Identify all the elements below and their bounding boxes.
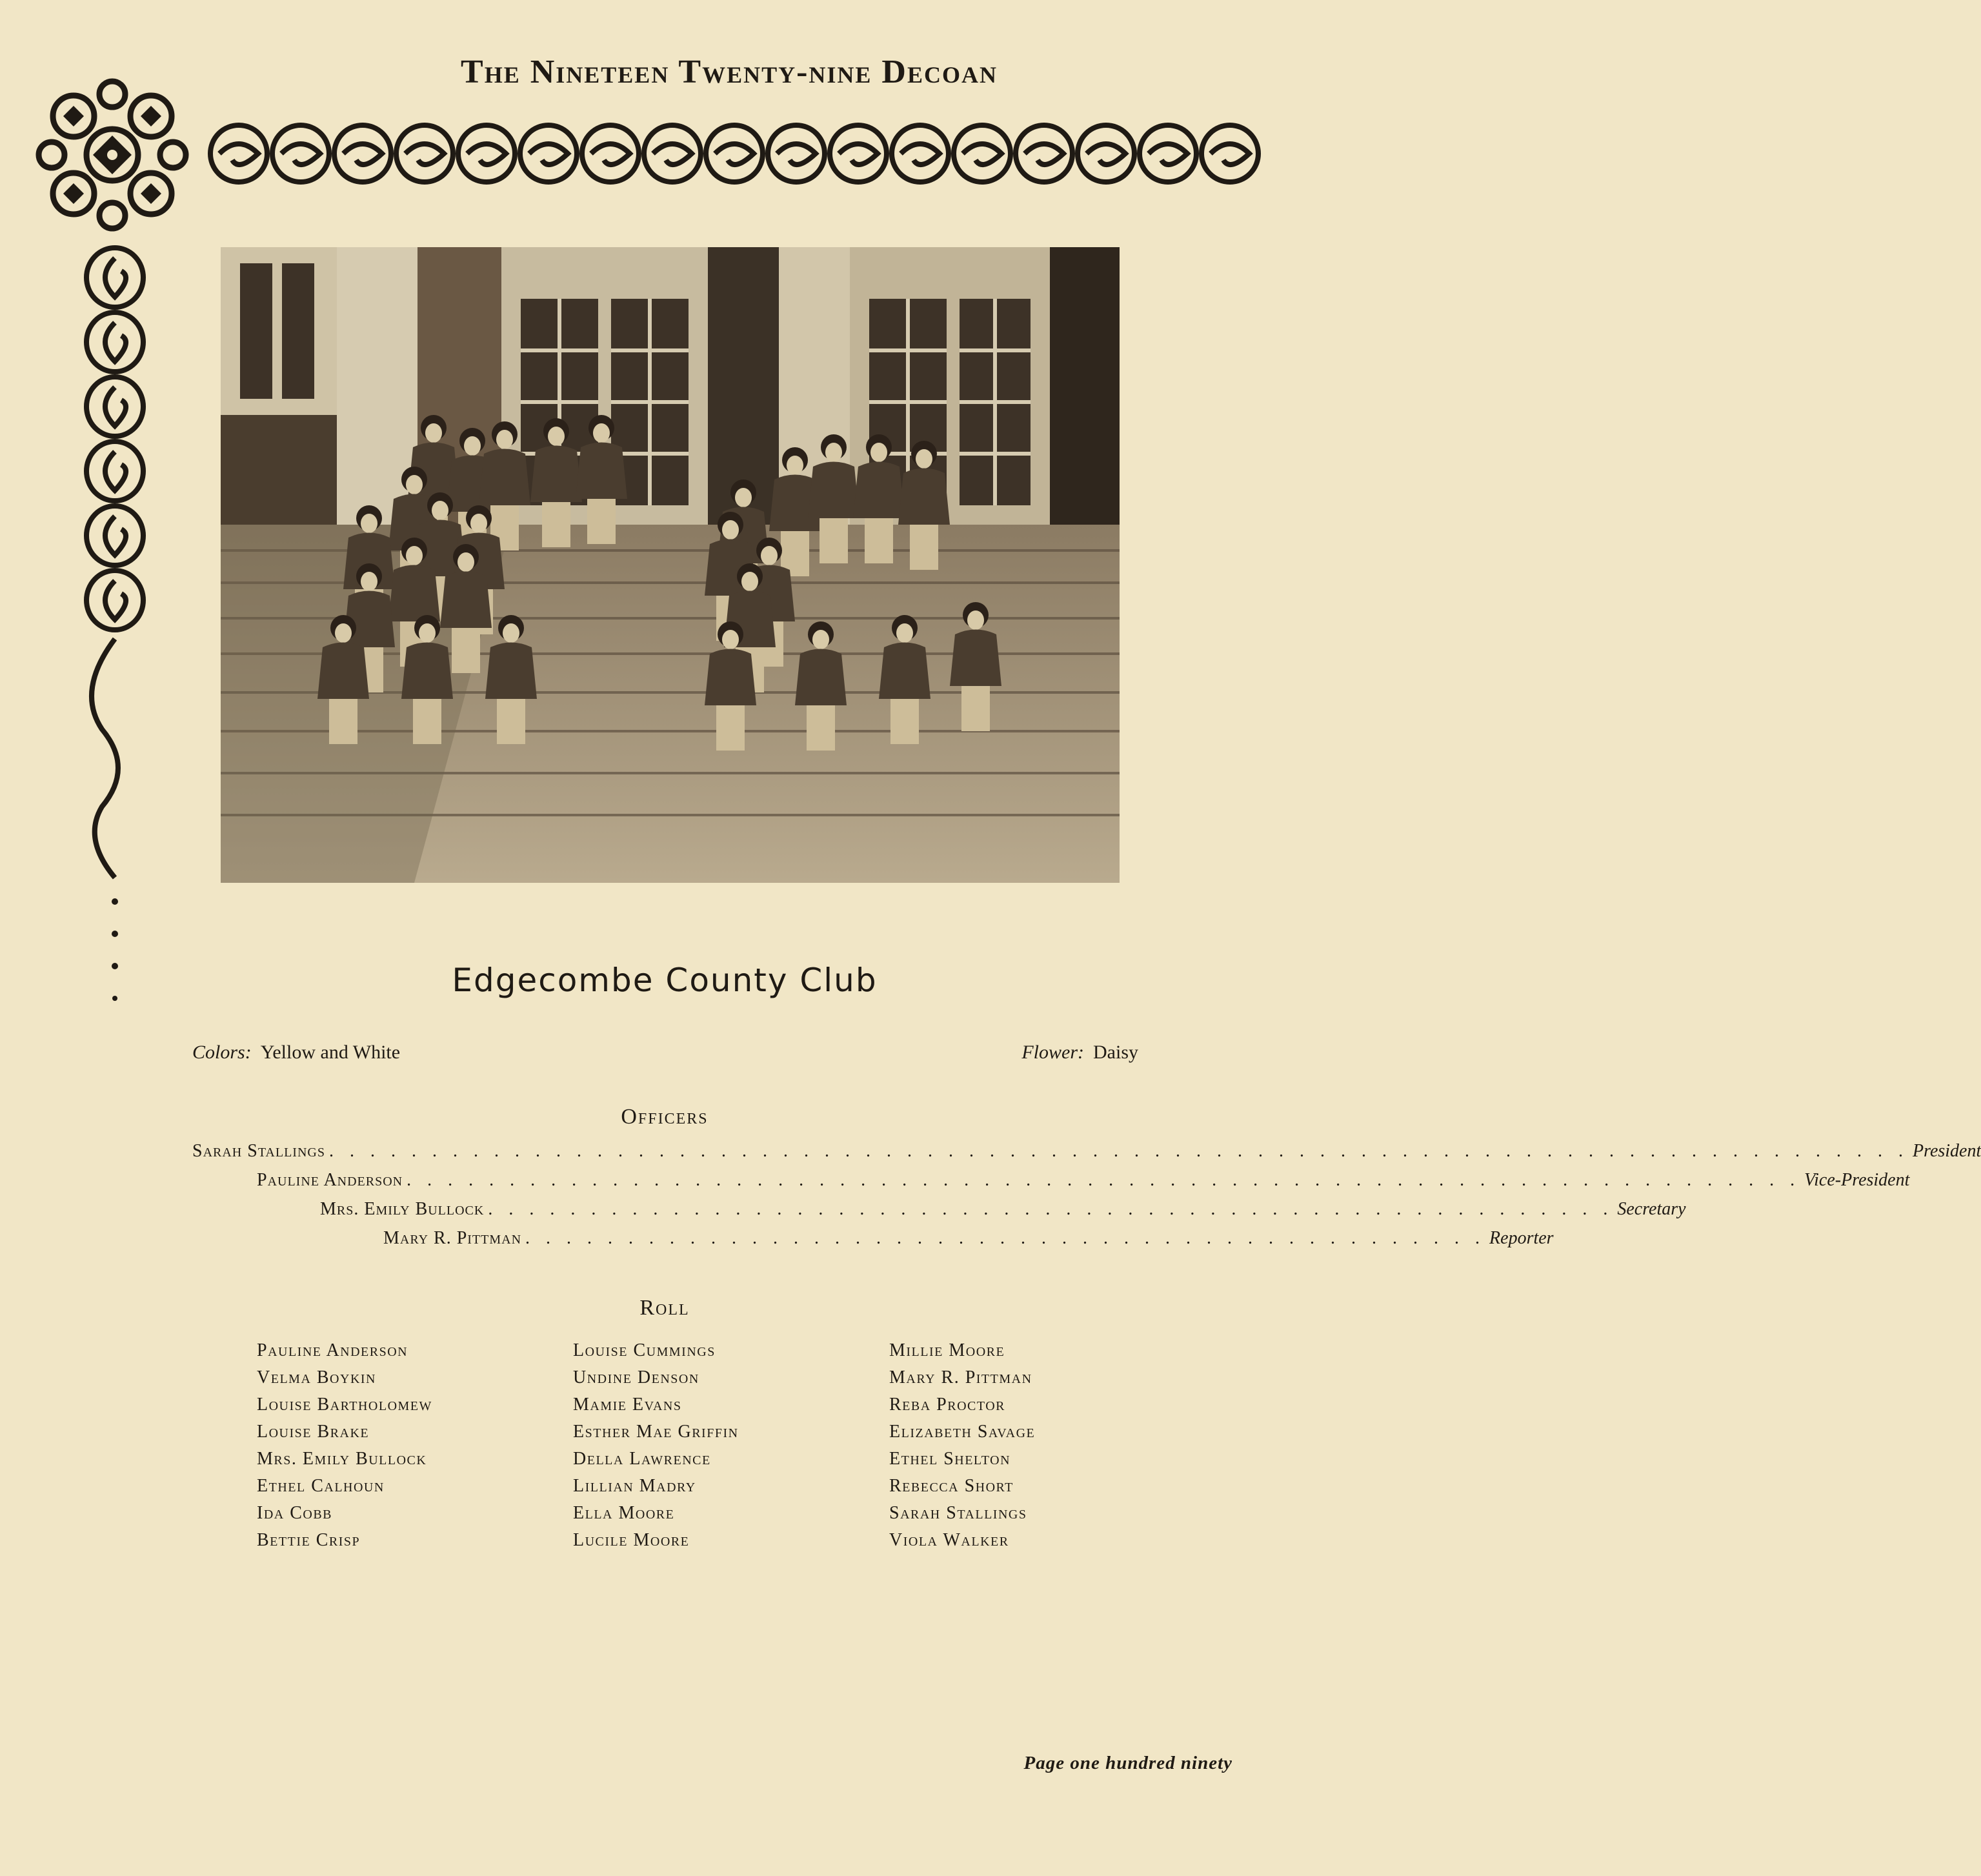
roll-member: Reba Proctor [889,1395,1006,1415]
colors-value: Yellow and White [260,1042,401,1063]
officer-name: Mary R. Pittman [383,1228,522,1248]
roll-member: Elizabeth Savage [889,1422,1036,1442]
roll-heading: Roll [639,1296,690,1320]
officer-row: Pauline Anderson . . . . . . . . . . . . . . . . . . . . . . . . . . . . . . . . . . . . . . . . . . . . . . . . . . . . . . . . . . . . . . . . . . . . Vice-President [257,1170,1910,1190]
roll-member: Louise Brake [257,1422,370,1442]
roll-member: Louise Bartholomew [257,1395,432,1415]
page-header-title: The Nineteen Twenty-nine Decoan [461,54,998,90]
roll-member: Mrs. Emily Bullock [257,1449,427,1469]
roll-member: Esther Mae Griffin [573,1422,739,1442]
roll-member: Della Lawrence [573,1449,711,1469]
officer-name: Mrs. Emily Bullock [320,1199,485,1219]
roll-member: Louise Cummings [573,1340,716,1360]
officer-row: Mary R. Pittman . . . . . . . . . . . . . . . . . . . . . . . . . . . . . . . . . . . . . . . . . . . . . . . Reporter [383,1228,1554,1248]
flower-value: Daisy [1093,1042,1138,1063]
officer-row: Sarah Stallings . . . . . . . . . . . . . . . . . . . . . . . . . . . . . . . . . . . . . . . . . . . . . . . . . . . . . . . . . . . . . . . . . . . . . . . . . . . . . President [192,1141,1981,1161]
officer-row: Mrs. Emily Bullock . . . . . . . . . . . . . . . . . . . . . . . . . . . . . . . . . . . . . . . . . . . . . . . . . . . . . . . Secretary [320,1199,1686,1219]
club-colors [192,1042,400,1064]
roll-member: Velma Boykin [257,1367,376,1387]
roll-column-3 [889,1337,1035,1554]
roll-member: Sarah Stallings [889,1503,1027,1523]
roll-member: Undine Denson [573,1367,699,1387]
scroll-border-left-icon [76,239,154,884]
roll-member: Millie Moore [889,1340,1005,1360]
roll-member: Ethel Calhoun [257,1476,385,1496]
roll-member: Ella Moore [573,1503,675,1523]
roll-member: Mary R. Pittman [889,1367,1032,1387]
officer-role: Reporter [1489,1228,1554,1248]
roll-column-1 [257,1337,432,1554]
roll-member: Lillian Madry [573,1476,696,1496]
roll-member: Rebecca Short [889,1476,1014,1496]
roll-member: Ethel Shelton [889,1449,1011,1469]
roll-member: Pauline Anderson [257,1340,408,1360]
roll-member: Lucile Moore [573,1530,690,1550]
corner-ornament-icon [34,76,192,234]
officer-role: President [1912,1141,1981,1161]
club-group-photo [221,247,1120,883]
officer-role: Vice-President [1804,1170,1910,1190]
roll-member: Bettie Crisp [257,1530,361,1550]
club-title: Edgecombe County Club [452,962,878,999]
officers-heading: Officers [621,1105,709,1129]
officer-role: Secretary [1617,1199,1686,1219]
roll-column-2 [573,1337,739,1554]
colors-label: Colors: [192,1042,252,1063]
scroll-border-top-icon [203,115,1268,192]
club-flower [1021,1042,1138,1064]
roll-member: Mamie Evans [573,1395,682,1415]
officer-name: Sarah Stallings [192,1141,325,1161]
flower-label: Flower: [1021,1042,1084,1063]
page-number: Page one hundred ninety [1023,1753,1232,1773]
roll-member: Viola Walker [889,1530,1009,1550]
officer-name: Pauline Anderson [257,1170,403,1190]
roll-member: Ida Cobb [257,1503,333,1523]
